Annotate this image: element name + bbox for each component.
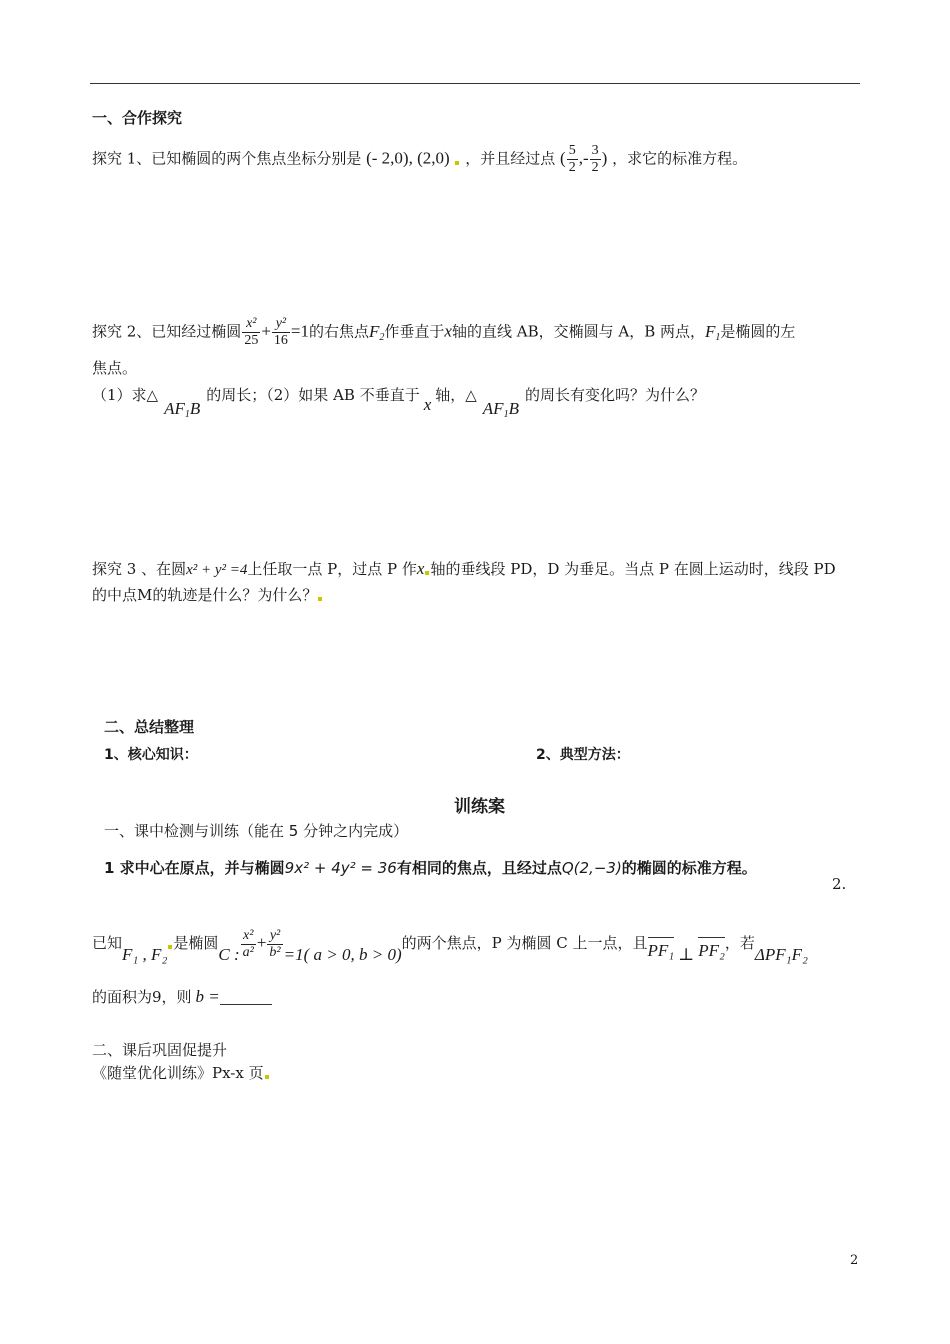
- training-subheading-2: 二、课后巩固促提升: [92, 1041, 228, 1059]
- q1-comma: ,-: [578, 148, 589, 168]
- section-heading-summary: 二、总结整理: [104, 718, 195, 736]
- p2-foci: F₁ , F₂: [122, 945, 168, 964]
- p2-t2: 的两个焦点，P 为椭圆 C 上一点，且: [401, 934, 648, 952]
- q2-line2: 焦点。: [92, 359, 138, 377]
- q2-x-fraction: $\frac{\text{x²}}{25}$: [244, 316, 259, 348]
- q3-t1: 上任取一点 P，过点 P 作: [247, 560, 417, 578]
- q1-lead: 探究 1、已知椭圆的两个焦点坐标分别是: [92, 149, 362, 168]
- q2-F1: $F_1$: [705, 321, 721, 343]
- p2-lead: 已知: [92, 934, 123, 952]
- p2-eq: =1( a > 0, b > 0): [283, 945, 402, 964]
- marker-dot: [425, 571, 429, 575]
- p2-t3: ，若: [724, 934, 755, 952]
- q2-part2-mid: 轴，△: [435, 386, 477, 404]
- training-title: 训练案: [454, 797, 505, 817]
- p2-b: b =: [195, 987, 220, 1006]
- exploration-2: [92, 316, 795, 349]
- homework: 《随堂优化训练》Px-x 页: [92, 1064, 264, 1082]
- q2-part1: （1）求△: [92, 386, 159, 404]
- p2-x-fraction: $\frac{\text{x²}}{\text{a²}}$: [242, 927, 254, 960]
- q2-axis: x: [444, 321, 452, 341]
- q2-part2-tail: 的周长有变化吗？为什么？: [524, 386, 705, 404]
- q2-triangle-2: $AF_1B$: [482, 399, 519, 420]
- p2-C: C :: [218, 945, 240, 964]
- marker-dot: [265, 1075, 269, 1079]
- p2-t1: 是椭圆: [173, 934, 219, 952]
- q3-lead: 探究 3 、在圆: [92, 560, 187, 578]
- q2-t4: 是椭圆的左: [720, 322, 796, 341]
- q1-foci: (- 2,0), (2,0): [366, 148, 450, 168]
- q3-axis: x: [416, 559, 425, 578]
- q2-eq: =1: [290, 321, 309, 341]
- q1-point-close: ): [601, 148, 608, 168]
- q2-plus: +: [261, 321, 271, 341]
- p2-vector-2: PF₂: [698, 935, 725, 961]
- marker-dot: [455, 161, 459, 165]
- q1-y-fraction: $\frac{3}{2}$: [591, 143, 599, 175]
- p1-tail: 的椭圆的标准方程。: [621, 859, 757, 877]
- p2-line2: 的面积为9，则: [92, 988, 192, 1006]
- answer-blank[interactable]: [220, 990, 272, 1005]
- q2-F2: $F_2$: [369, 321, 385, 343]
- p2-vector-1: PF₁: [648, 935, 675, 961]
- q2-part1-tail: 的周长；（2）如果 AB 不垂直于: [206, 386, 420, 404]
- p2-triangle: ΔPF₁F₂: [754, 945, 808, 964]
- page-number: 2: [850, 1253, 859, 1268]
- q2-lead: 探究 2、已知经过椭圆: [92, 322, 242, 341]
- problem-2-number: 2.: [832, 875, 847, 893]
- p2-y-fraction: $\frac{\text{y²}}{\text{b²}}$: [269, 927, 281, 960]
- training-problem-2: 已知F₁ , F₂是椭圆C : $\frac{\text{x²}}{\text{a²}}$ + $\frac{\text{y²}}{\text{b²}}$ =1( a > 0, b > 0)的两个焦点，P 为椭圆 C 上一点，且PF₁ ⊥ PF₂，若ΔPF₁F₂: [92, 927, 808, 964]
- typical-methods-label: 2、典型方法：: [536, 747, 630, 763]
- q1-point-open: (: [560, 148, 566, 168]
- q2-y-fraction: $\frac{\text{y²}}{16}$: [273, 316, 288, 348]
- q3-t2: 轴的垂线段 PD，D 为垂足。当点 P 在圆上运动时，线段 PD: [430, 560, 836, 578]
- marker-dot: [318, 597, 322, 601]
- p1-mid: 有相同的焦点，且经过点: [396, 859, 562, 877]
- marker-dot: [168, 945, 172, 949]
- exploration-3: [92, 559, 836, 580]
- p1-equation: 9x² + 4y² = 36: [284, 859, 397, 877]
- q3-circle: x² + y² =4: [186, 562, 248, 578]
- q3-line2: 的中点M的轨迹是什么？为什么？: [92, 586, 318, 604]
- q2-axis2: x: [423, 395, 432, 414]
- training-problem-1: [104, 857, 757, 878]
- q2-t1: 的右焦点: [309, 322, 370, 341]
- q2-t3: 轴的直线 AB，交椭圆与 A，B 两点，: [451, 322, 705, 341]
- p1-point: Q(2,−3): [561, 859, 622, 877]
- p2-perp: ⊥: [678, 945, 695, 964]
- header-rule: [90, 83, 860, 84]
- q1-x-fraction: $\frac{5}{2}$: [568, 143, 576, 175]
- q2-triangle: $AF_1B$: [164, 399, 201, 420]
- core-knowledge-label: 1、核心知识：: [104, 747, 198, 763]
- q1-mid: ，并且经过点: [465, 149, 556, 168]
- p2-line2-wrap: [92, 987, 272, 1007]
- exploration-1: [92, 143, 747, 176]
- p1-lead: 1 求中心在原点，并与椭圆: [104, 859, 285, 877]
- q1-tail: ，求它的标准方程。: [612, 149, 748, 168]
- q2-t2: 作垂直于: [384, 322, 445, 341]
- training-subheading-1: 一、课中检测与训练（能在 5 分钟之内完成）: [104, 822, 409, 840]
- q3-line2-wrap: [92, 585, 323, 605]
- q2-parts: [92, 385, 705, 420]
- section-heading-cooperative: 一、合作探究: [92, 109, 183, 127]
- homework-wrap: [92, 1063, 270, 1083]
